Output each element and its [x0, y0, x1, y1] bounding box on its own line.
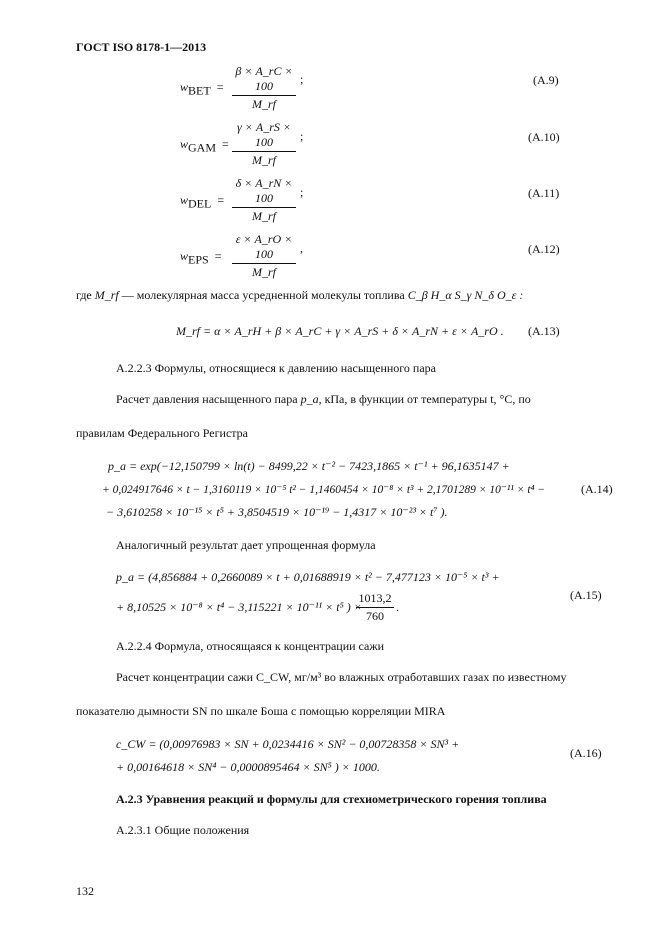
paragraph-soot-line1: Расчет концентрации сажи C_CW, мг/м³ во влажных отработавших газах по известному [116, 670, 567, 684]
equation-a13: M_rf = α × A_rH + β × A_rC + γ × A_rS + δ × A_rN + ε × A_rO . [176, 324, 504, 338]
equation-a16-line2: + 0,00164618 × SN⁴ − 0,0000895464 × SN⁵ ) × 1000. [116, 760, 380, 774]
equation-label-a11: (A.11) [528, 186, 560, 200]
equation-a14-line1: p_a = exp(−12,150799 × ln(t) − 8499,22 × t⁻² − 7423,1865 × t⁻¹ + 96,1635147 + [108, 459, 510, 473]
equation-lhs: w [180, 249, 189, 263]
equation-numerator: ε × A_rO × 100 [232, 232, 296, 264]
equation-label-a13: (A.13) [528, 324, 560, 338]
equation-tail: , [300, 241, 303, 255]
paragraph-vapor-pressure-cont: правилам Федерального Регистра [76, 426, 248, 440]
equation-a15-line1: p_a = (4,856884 + 0,2660089 × t + 0,01688919 × t² − 7,477123 × 10⁻⁵ × t³ + [116, 570, 500, 584]
equation-label-a14: (A.14) [581, 482, 613, 496]
paragraph-vapor-pressure [116, 392, 531, 407]
where-text: — молекулярная масса усредненной молекулы топлива [121, 288, 405, 302]
equation-a15-frac-num: 1013,2 [356, 591, 394, 608]
equation-denominator: M_rf [252, 97, 276, 111]
equation-label-a15: (A.15) [570, 588, 602, 602]
section-heading-a223: А.2.2.3 Формулы, относящиеся к давлению насыщенного пара [116, 361, 437, 375]
where-line [76, 288, 523, 303]
paragraph-symbol: p_a [300, 392, 319, 406]
equation-tail: ; [300, 185, 304, 199]
equation-a14-line2: + 0,024917646 × t − 1,3160119 × 10⁻⁵ t² − 1,1460454 × 10⁻⁸ × t³ + 2,1701289 × 10⁻¹¹ × t⁴ − [102, 484, 546, 496]
equation-lhs: w [180, 80, 189, 94]
equation-numerator: β × A_rC × 100 [232, 64, 296, 96]
equation-denominator: M_rf [252, 265, 276, 279]
equation-label-a9: (A.9) [533, 73, 559, 87]
equation-numerator: δ × A_rN × 100 [232, 176, 296, 208]
where-symbol: M_rf [94, 288, 119, 302]
equation-lhs-sub: EPS [188, 252, 209, 267]
document-header: ГОСТ ISO 8178-1—2013 [76, 40, 207, 54]
equation-a15-tail: . [396, 600, 399, 614]
equation-lhs: w [180, 193, 189, 207]
paragraph-soot-line2: показателю дымности SN по шкале Боша с помощью корреляции MIRA [76, 704, 446, 718]
equation-lhs: w [180, 137, 189, 151]
equation-denominator: M_rf [252, 209, 276, 223]
equation-label-a10: (A.10) [528, 130, 560, 144]
paragraph-text: , кПа, в функции от температуры t, °С, по [318, 392, 531, 406]
section-heading-a224: А.2.2.4 Формула, относящаяся к концентрации сажи [116, 639, 385, 653]
equation-label-a16: (A.16) [570, 746, 602, 760]
equation-tail: ; [300, 72, 304, 86]
section-heading-a23: А.2.3 Уравнения реакций и формулы для стехиометрического горения топлива [116, 792, 547, 806]
section-heading-a231: А.2.3.1 Общие положения [116, 823, 250, 837]
equation-a15-line2: + 8,10525 × 10⁻⁸ × t⁴ − 3,115221 × 10⁻¹¹ × t⁵ ) × [116, 600, 362, 614]
paragraph-simplified: Аналогичный результат дает упрощенная формула [116, 538, 376, 552]
equation-lhs-sub: BET [188, 83, 211, 98]
equation-label-a12: (A.12) [528, 242, 560, 256]
paragraph-text: Расчет давления насыщенного пара [116, 392, 298, 406]
equation-denominator: M_rf [252, 153, 276, 167]
equation-tail: ; [300, 129, 304, 143]
where-formula: C_β H_α S_γ N_δ O_ε : [407, 288, 524, 302]
where-prefix: где [76, 288, 92, 302]
equation-lhs-sub: GAM [188, 140, 217, 155]
page-number: 132 [76, 884, 94, 898]
equation-a15-frac-den: 760 [366, 609, 384, 623]
equation-numerator: γ × A_rS × 100 [232, 120, 296, 152]
equation-a16-line1: c_CW = (0,00976983 × SN + 0,0234416 × SN² − 0,00728358 × SN³ + [116, 737, 460, 751]
equation-a14-line3: − 3,610258 × 10⁻¹⁵ × t⁵ + 3,8504519 × 10⁻¹⁹ − 1,4317 × 10⁻²³ × t⁷ ). [106, 505, 448, 519]
equation-lhs-sub: DEL [188, 196, 212, 211]
